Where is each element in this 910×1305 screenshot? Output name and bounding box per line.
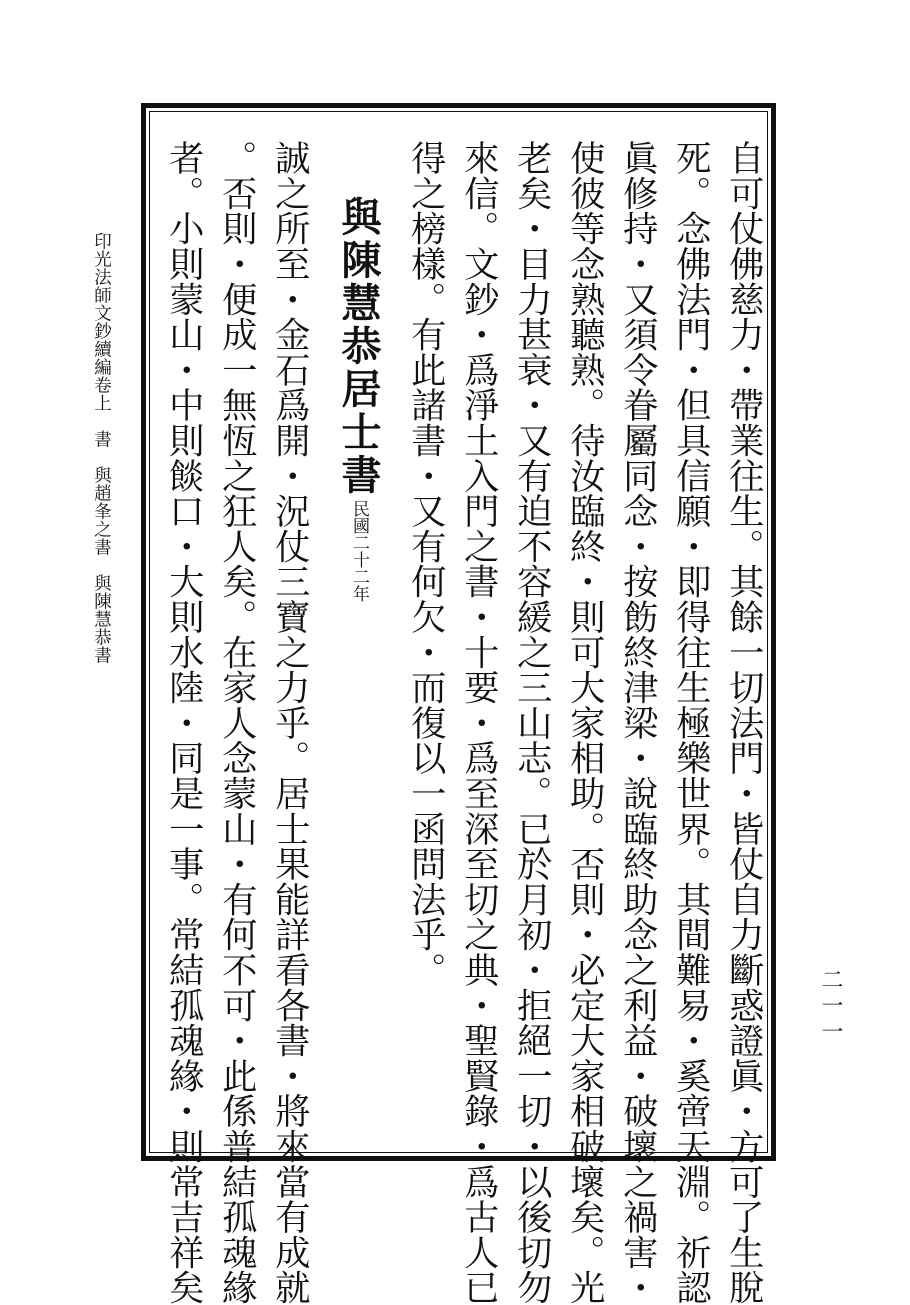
page-number: 二一一 bbox=[818, 968, 843, 1046]
text-column-10: 者。小則蒙山・中則餤口・大則水陸・同是一事。常結孤魂緣・則常吉祥矣 bbox=[163, 140, 205, 1305]
text-column-9: 。否則・便成一無恆之狂人矣。在家人念蒙山・有何不可・此係普結孤魂緣 bbox=[216, 140, 258, 1305]
text-column-5: 老矣・目力甚衰・又有迫不容緩之三山志。已於月初・拒絕一切・以後切勿 bbox=[511, 140, 553, 1305]
text-column-6: 來信。文鈔・爲淨土入門之書・十要・爲至深至切之典・聖賢錄・爲古人已 bbox=[458, 140, 500, 1305]
running-header: 印光法師文鈔續編卷上 書 與趙夆之書 與陳慧恭書 bbox=[91, 232, 112, 664]
text-column-8: 誠之所至・金石爲開・況仗三寶之力乎。居士果能詳看各書・將來當有成就 bbox=[269, 140, 311, 1305]
letter-date: 民國二十二年 bbox=[349, 500, 369, 602]
text-column-2: 死。念佛法門・但具信願・即得往生極樂世界。其間難易・奚啻天淵。祈認 bbox=[670, 140, 712, 1305]
text-column-1: 自可仗佛慈力・帶業往生。其餘一切法門・皆仗自力斷惑證眞・方可了生脫 bbox=[723, 140, 765, 1305]
text-column-3: 眞修持・又須令眷屬同念・按飭終津梁・說臨終助念之利益・破壞之禍害・ bbox=[617, 140, 659, 1305]
text-column-7: 得之榜樣。有此諸書・又有何欠・而復以一函問法乎。 bbox=[405, 140, 447, 988]
letter-title: 與陳慧恭居士書 bbox=[335, 196, 382, 497]
text-column-4: 使彼等念熟聽熟。待汝臨終・則可大家相助。否則・必定大家相破壞矣。光 bbox=[564, 140, 606, 1305]
